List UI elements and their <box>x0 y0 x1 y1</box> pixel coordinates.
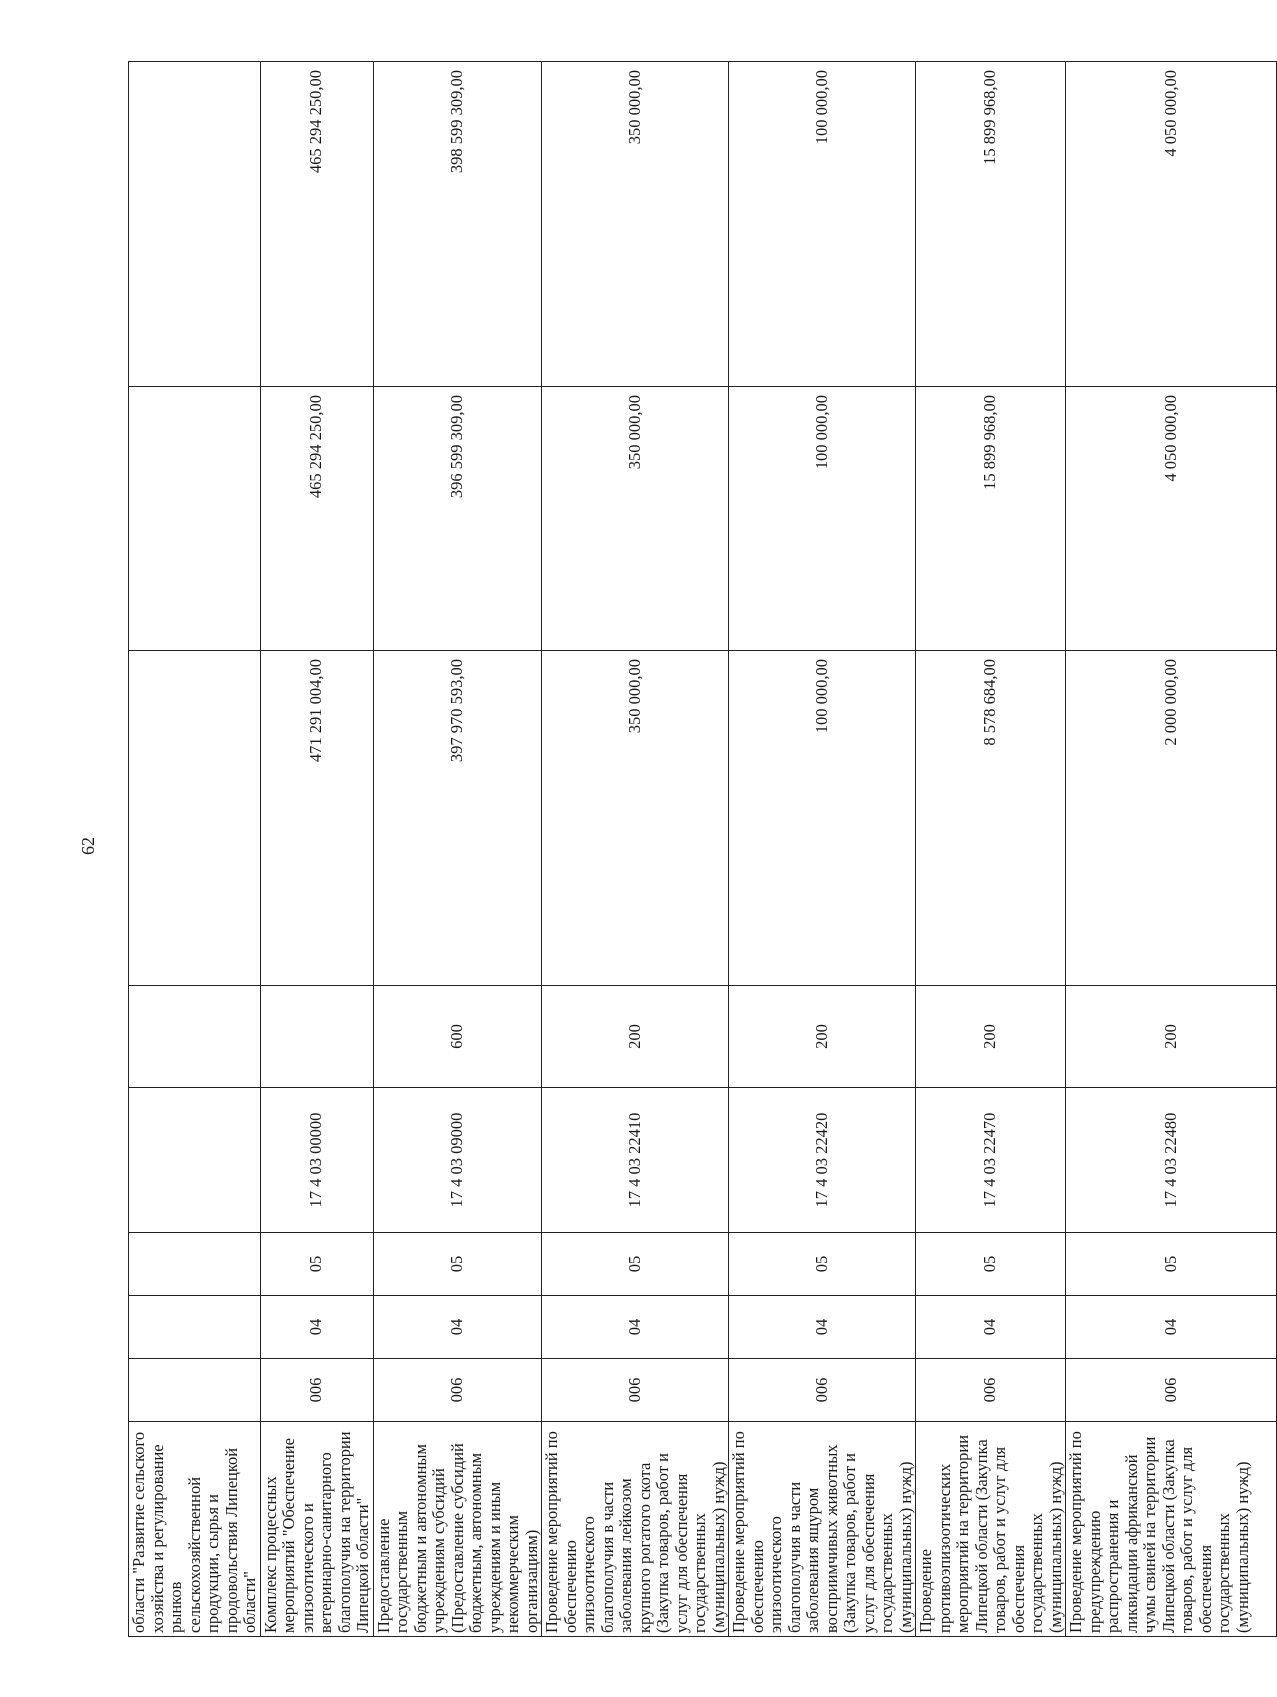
expense-type-code <box>260 986 373 1088</box>
target-code: 17 4 03 22410 <box>542 1088 729 1233</box>
target-code: 17 4 03 09000 <box>373 1088 542 1233</box>
table-row <box>916 62 1066 1637</box>
target-code: 17 4 03 22470 <box>916 1088 1066 1233</box>
admin-code: 006 <box>373 1359 542 1422</box>
target-code: 17 4 03 22420 <box>729 1088 916 1233</box>
admin-code: 006 <box>729 1359 916 1422</box>
admin-code: 006 <box>542 1359 729 1422</box>
table-row <box>1066 62 1277 1637</box>
page-number: 62 <box>78 837 98 855</box>
target-code <box>129 1088 261 1233</box>
admin-code: 006 <box>916 1359 1066 1422</box>
amount-year-3 <box>129 62 261 387</box>
amount-year-1: 471 291 004,00 <box>260 651 373 986</box>
amount-year-3: 350 000,00 <box>542 62 729 387</box>
subsection-code: 05 <box>542 1233 729 1296</box>
row-name: Проведение мероприятий по обеспечению эпизоотического благополучия в части заболевания лейкозом крупного рогатого скота (Закупка товаров, работ и услуг для обеспечения государственных (муниципальных) нужд) <box>542 1422 729 1637</box>
amount-year-3: 4 050 000,00 <box>1066 62 1277 387</box>
row-name: Комплекс процессных мероприятий "Обеспечение эпизоотического и ветеринарно-санитарного благополучия на территории Липецкой области" <box>260 1422 373 1637</box>
expense-type-code: 200 <box>916 986 1066 1088</box>
amount-year-1: 2 000 000,00 <box>1066 651 1277 986</box>
admin-code: 006 <box>1066 1359 1277 1422</box>
table-row <box>129 62 261 1637</box>
expense-type-code: 600 <box>373 986 542 1088</box>
subsection-code <box>129 1233 261 1296</box>
section-code: 04 <box>373 1296 542 1359</box>
amount-year-2: 4 050 000,00 <box>1066 387 1277 651</box>
target-code: 17 4 03 00000 <box>260 1088 373 1233</box>
amount-year-3: 15 899 968,00 <box>916 62 1066 387</box>
amount-year-2: 100 000,00 <box>729 387 916 651</box>
expense-type-code <box>129 986 261 1088</box>
expense-type-code: 200 <box>1066 986 1277 1088</box>
row-name: Проведение противоэпизоотических мероприятий на территории Липецкой области (Закупка товаров, работ и услуг для обеспечения государственных (муниципальных) нужд) <box>916 1422 1066 1637</box>
amount-year-1: 397 970 593,00 <box>373 651 542 986</box>
table-row <box>542 62 729 1637</box>
table-row <box>260 62 373 1637</box>
subsection-code: 05 <box>260 1233 373 1296</box>
subsection-code: 05 <box>373 1233 542 1296</box>
amount-year-2: 396 599 309,00 <box>373 387 542 651</box>
section-code: 04 <box>542 1296 729 1359</box>
table-row <box>373 62 542 1637</box>
table-row <box>729 62 916 1637</box>
section-code: 04 <box>916 1296 1066 1359</box>
subsection-code: 05 <box>1066 1233 1277 1296</box>
row-name: Предоставление государственным бюджетным и автономным учреждениям субсидий (Предоставление субсидий бюджетным, автономным учреждениям и иным некоммерческим организациям) <box>373 1422 542 1637</box>
amount-year-3: 100 000,00 <box>729 62 916 387</box>
amount-year-2: 350 000,00 <box>542 387 729 651</box>
subsection-code: 05 <box>916 1233 1066 1296</box>
row-name: Проведение мероприятий по предупреждению распространения и ликвидации африканской чумы свиней на территории Липецкой области (Закупка товаров, работ и услуг для обеспечения государственных (муниципальных) нужд) <box>1066 1422 1277 1637</box>
landscape-table-wrapper <box>128 62 1252 1637</box>
target-code: 17 4 03 22480 <box>1066 1088 1277 1233</box>
amount-year-1: 8 578 684,00 <box>916 651 1066 986</box>
expense-type-code: 200 <box>729 986 916 1088</box>
amount-year-1: 350 000,00 <box>542 651 729 986</box>
amount-year-2: 15 899 968,00 <box>916 387 1066 651</box>
amount-year-2: 465 294 250,00 <box>260 387 373 651</box>
amount-year-1 <box>129 651 261 986</box>
amount-year-2 <box>129 387 261 651</box>
amount-year-3: 465 294 250,00 <box>260 62 373 387</box>
amount-year-3: 398 599 309,00 <box>373 62 542 387</box>
subsection-code: 05 <box>729 1233 916 1296</box>
budget-table <box>128 61 1277 1637</box>
section-code: 04 <box>1066 1296 1277 1359</box>
section-code: 04 <box>260 1296 373 1359</box>
admin-code: 006 <box>260 1359 373 1422</box>
row-name: области "Развитие сельского хозяйства и регулирование рынков сельскохозяйственной продукции, сырья и продовольствия Липецкой области" <box>129 1422 261 1637</box>
section-code: 04 <box>729 1296 916 1359</box>
section-code <box>129 1296 261 1359</box>
expense-type-code: 200 <box>542 986 729 1088</box>
admin-code <box>129 1359 261 1422</box>
row-name: Проведение мероприятий по обеспечению эпизоотического благополучия в части заболевания ящуром восприимчивых животных (Закупка товаров, работ и услуг для обеспечения государственных (муниципальных) нужд) <box>729 1422 916 1637</box>
amount-year-1: 100 000,00 <box>729 651 916 986</box>
